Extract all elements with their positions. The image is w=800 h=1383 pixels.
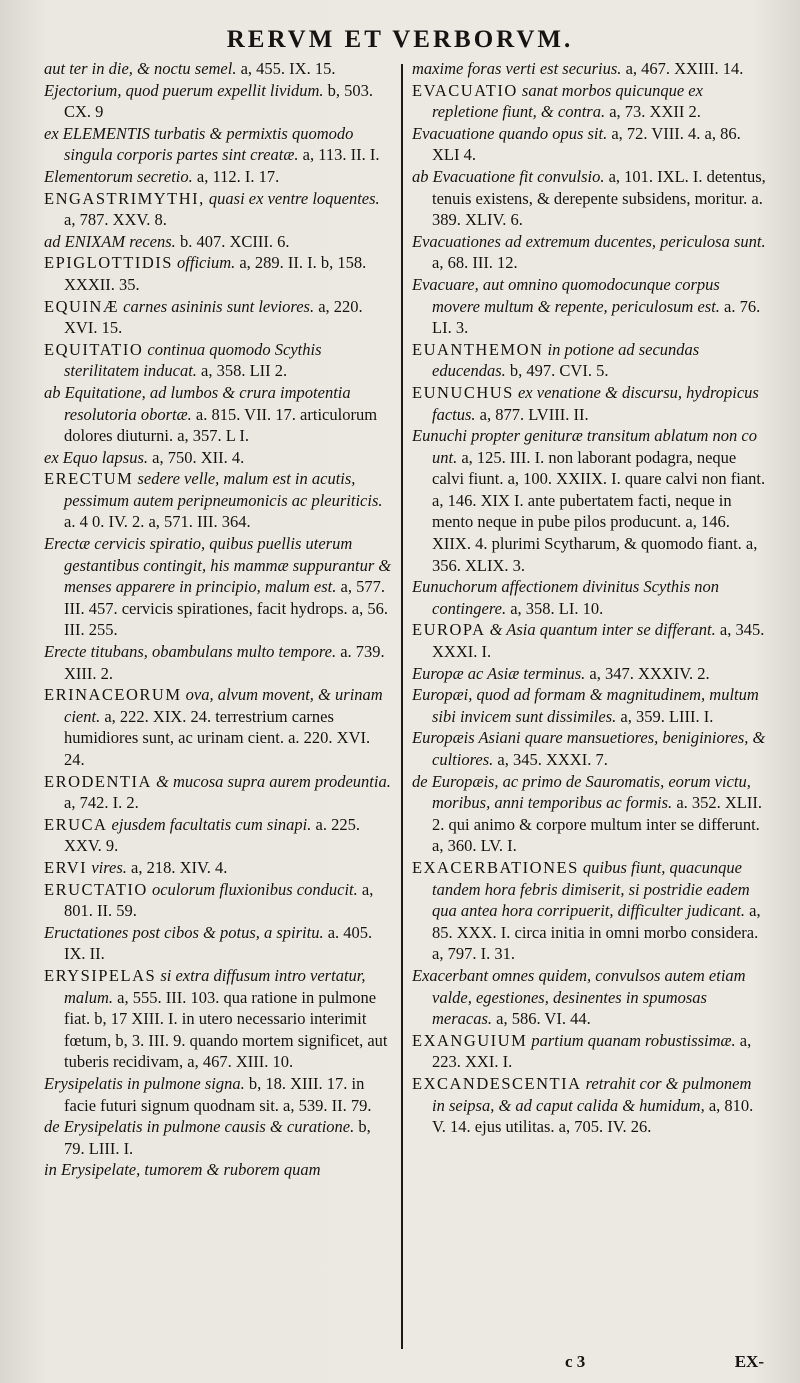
entry-reference: a. 225. XXV. 9. [64, 814, 360, 856]
entry-reference: a, 801. II. 59. [64, 879, 374, 921]
entry-keyword: EUROPA [412, 620, 486, 640]
entry-text: ejusdem facultatis cum sinapi. [107, 814, 312, 834]
entry-text: officium. [172, 253, 236, 273]
index-entry [44, 533, 394, 641]
entry-reference: a, 586. VI. 44. [492, 1009, 591, 1029]
entry-reference: a, 357. L I. [173, 426, 249, 446]
entry-text: Evacuationes ad extremum ducentes, periculosa sunt. [412, 231, 766, 251]
entry-reference: a, 72. VIII. 4. a, 86. XLI 4. [432, 123, 741, 165]
index-entry [412, 663, 768, 685]
index-entry [412, 166, 768, 231]
index-entry [44, 296, 394, 339]
index-entry [412, 727, 768, 770]
entry-text: Erectæ cervicis spiratio, quibus puellis uterum gestantibus contingit, his mammæ suppurantur & menses apparere in principio, malum est. [44, 534, 392, 597]
entry-text: ab Equitatione, ad lumbos & crura impotentia resolutoria obortæ. [44, 382, 351, 424]
index-entry [412, 123, 768, 166]
entry-reference: a. 389. XLIV. 6. [432, 188, 763, 230]
entry-reference: a, 810. V. 14. ejus utilitas. [432, 1095, 754, 1137]
entry-reference: b, 18. XIII. 17. in facie futuri signum quodnam sit. [64, 1073, 365, 1115]
entry-keyword: EQUITATIO [44, 339, 144, 359]
entry-text: sedere velle, malum est in acutis, pessimum autem peripneumonicis ac pleuriticis. [64, 469, 383, 510]
entry-text: quibus fiunt, quacunque tandem hora febris dimiserit, si postridie eadem qua antea hora corripuerit, difficulter judicant. [432, 857, 750, 921]
index-entry [44, 922, 394, 965]
index-entry [412, 576, 768, 619]
entry-reference: a, 125. III. I. non laborant podagra, neque calvi fiunt. a, 100. XXIIX. I. quare calvi non fiant. a, 146. XIX I. ante pubertatem facti, neque in mento neque in pube pilos producunt. a, 146. XIIX. 4. plurimi Scytharum, & quomodo fiant. [432, 447, 766, 554]
entry-keyword: ERINACEORUM [44, 685, 182, 705]
index-entry [44, 188, 394, 231]
entry-text: Ejectorium, quod puerum expellit lividum. [44, 80, 324, 100]
index-entry [44, 58, 394, 80]
entry-text: retrahit cor & pulmonem in seipsa, & ad caput calida & humidum, [432, 1073, 752, 1115]
entry-keyword: EQUINÆ [44, 296, 119, 316]
index-entry [412, 231, 768, 274]
entry-text: vires. [87, 857, 127, 877]
entry-text: Evacuatione quando opus sit. [412, 123, 608, 143]
entry-reference: a, 101. IXL. I. detentus, tenuis existens, & derepente subsidens, moritur. [432, 166, 766, 208]
entry-text: & mucosa supra aurem prodeuntia. [151, 771, 391, 791]
entry-text: oculorum fluxionibus conducit. [147, 879, 358, 899]
entry-reference: a, 73. XXII 2. [605, 102, 701, 122]
index-entry [44, 166, 394, 188]
entry-reference: a, 112. I. 17. [192, 166, 280, 186]
entry-reference: b, 503. CX. 9 [64, 80, 374, 122]
index-entry [44, 339, 394, 382]
index-entry [44, 1116, 394, 1159]
entry-text: si extra diffusum intro vertatur, malum. [64, 965, 366, 1007]
entry-text: Eructationes post cibos & potus, a spiritu. [44, 922, 324, 942]
entry-reference: a, 347. XXXIV. 2. [585, 663, 710, 683]
entry-reference: a, 68. III. 12. [432, 253, 518, 273]
index-column-left [44, 58, 394, 1348]
entry-keyword: EUNUCHUS [412, 382, 514, 402]
running-header: RERVM ET VERBORVM. [226, 26, 574, 53]
entry-reference: a, 467. XIII. 10. [183, 1052, 294, 1072]
entry-reference: a, 742. I. 2. [64, 793, 139, 813]
entry-reference: a, 345. XXXI. I. [432, 620, 765, 662]
entry-text: Europæis Asiani quare mansuetiores, beniginiores, & cultiores. [412, 728, 766, 769]
entry-reference: a, 577. III. 457. cervicis spirationes, facit hydrops. a, 56. III. 255. [64, 577, 388, 640]
index-entry [412, 684, 768, 727]
entry-text: quasi ex ventre loquentes. [204, 188, 380, 208]
entry-reference: a, 345. XXXI. 7. [493, 750, 608, 769]
entry-text: Eunuchi propter genituræ transitum ablatum non co unt. [412, 426, 757, 467]
entry-reference: a. 76. LI. 3. [432, 296, 761, 338]
entry-reference: a, 113. II. I. [298, 145, 380, 165]
entry-reference: a, 222. XIX. 24. terrestrium carnes humidiores sunt, ac urinam cient. [64, 706, 334, 748]
entry-keyword: ERYSIPELAS [44, 965, 157, 985]
entry-reference: a, 750. XII. 4. [148, 447, 245, 467]
entry-text: ex ELEMENTIS turbatis & permixtis quomodo singula corporis partes sint creatæ. [44, 123, 354, 165]
index-entry [44, 252, 394, 295]
entry-reference: a, 85. XXX. I. circa initia in omni morbo considera. a, 797. I. 31. [432, 901, 761, 964]
entry-reference: a, 705. IV. 26. [554, 1117, 652, 1137]
index-entry [44, 965, 394, 1073]
index-entry [44, 382, 394, 447]
index-entry [44, 814, 394, 857]
index-entry [44, 231, 394, 253]
entry-reference: a. 739. XIII. 2. [64, 642, 385, 683]
entry-keyword: ERODENTIA [44, 771, 152, 791]
entry-text: in potione ad secundas educendas. [432, 339, 700, 381]
entry-reference: a. 815. VII. 17. articulorum dolores diuturni. [64, 404, 378, 446]
index-entry [412, 619, 768, 662]
index-entry [44, 684, 394, 770]
entry-text: aut ter in die, & noctu semel. [44, 59, 237, 78]
entry-keyword: EUANTHEMON [412, 339, 544, 359]
index-entry [412, 965, 768, 1030]
entry-reference: a. 405. IX. II. [64, 922, 373, 964]
entry-keyword: EXCANDESCENTIA [412, 1073, 582, 1093]
index-entry [412, 80, 768, 123]
index-entry [44, 80, 394, 123]
entry-reference: a, 359. LIII. I. [616, 706, 714, 726]
entry-reference: a, 467. XXIII. 14. [621, 59, 744, 78]
entry-reference: a, 877. LVIII. II. [475, 404, 589, 424]
entry-reference: a, 356. XLIX. 3. [432, 534, 758, 575]
index-entry [44, 879, 394, 922]
index-entry [412, 274, 768, 339]
signature-mark: c 3 [565, 1352, 586, 1371]
entry-text: de Erysipelatis in pulmone causis & curatione. [44, 1117, 355, 1137]
entry-reference: a, 539. II. 79. [278, 1095, 372, 1115]
index-entry [44, 123, 394, 166]
index-entry [44, 771, 394, 814]
entry-reference: a, 358. LI. 10. [506, 598, 604, 618]
entry-reference: b. 407. XCIII. 6. [175, 231, 290, 251]
entry-reference: b, 497. CVI. 5. [505, 361, 609, 381]
entry-keyword: ERUCTATIO [44, 879, 148, 899]
entry-reference: a. 220. XVI. 24. [64, 728, 371, 769]
index-entry [412, 1073, 768, 1138]
page-footer [0, 1352, 800, 1378]
entry-text: Elementorum secretio. [44, 166, 193, 186]
index-entry [44, 1073, 394, 1116]
entry-text: Exacerbant omnes quidem, convulsos autem etiam valde, egestiones, desinentes in spumosas meracas. [412, 965, 746, 1029]
entry-text: carnes asininis sunt leviores. [119, 296, 315, 316]
index-entry [412, 1030, 768, 1073]
entry-text: maxime foras verti est securius. [412, 59, 622, 78]
entry-text: in Erysipelate, tumorem & ruborem quam [44, 1160, 321, 1180]
index-entry [44, 447, 394, 469]
index-entry [412, 58, 768, 80]
index-entry [44, 857, 394, 879]
index-entry [412, 382, 768, 425]
column-divider [401, 64, 403, 1349]
entry-text: Europæ ac Asiæ terminus. [412, 663, 586, 683]
entry-keyword: ENGASTRIMYTHI, [44, 188, 205, 208]
entry-text: ab Evacuatione fit convulsio. [412, 166, 605, 186]
entry-reference: a, 787. XXV. 8. [64, 210, 167, 230]
entry-keyword: ERECTUM [44, 469, 134, 489]
entry-reference: a, 220. XVI. 15. [64, 296, 363, 338]
index-entry [44, 1159, 394, 1181]
index-entry [44, 468, 394, 533]
entry-keyword: ERVI [44, 857, 88, 877]
entry-text: de Europæis, ac primo de Sauromatis, eorum victu, moribus, anni temporibus ac formis. [412, 771, 751, 813]
entry-text: sanat morbos quicunque ex repletione fiunt, & contra. [432, 80, 703, 122]
entry-reference: a, 555. III. 103. qua ratione in pulmone fiat. b, 17 XIII. I. in utero necessario interimit fœtum, b, 3. III. 9. quando mortem significet, aut tuberis recidivam, [64, 987, 388, 1072]
entry-reference: a. 352. XLII. 2. qui animo & corpore multum inter se differunt. a, 360. LV. I. [432, 793, 762, 856]
entry-reference: a, 289. II. I. b, 158. XXXII. 35. [64, 253, 367, 294]
index-entry [412, 771, 768, 857]
entry-reference: b, 79. LIII. I. [64, 1117, 371, 1158]
index-entry [412, 425, 768, 576]
entry-text: Europæi, quod ad formam & magnitudinem, multum sibi invicem sunt dissimiles. [412, 685, 759, 726]
entry-text: Evacuare, aut omnino quomodocunque corpus movere multum & repente, periculosum est. [412, 274, 720, 316]
index-entry [412, 339, 768, 382]
catchword: EX- [734, 1352, 764, 1371]
entry-text: partium quanam robustissimæ. [527, 1030, 736, 1050]
entry-text: & Asia quantum inter se differant. [485, 620, 716, 640]
entry-keyword: EXACERBATIONES [412, 857, 579, 877]
entry-keyword: EPIGLOTTIDIS [44, 253, 173, 273]
entry-text: Erecte titubans, obambulans multo tempore. [44, 642, 337, 662]
entry-reference: a. 4 0. IV. 2. a, 571. III. 364. [64, 512, 251, 532]
entry-text: ova, alvum movent, & urinam cient. [64, 685, 383, 726]
index-column-right [412, 58, 768, 1348]
entry-text: continua quomodo Scythis sterilitatem inducat. [64, 339, 322, 381]
entry-text: Erysipelatis in pulmone signa. [44, 1073, 245, 1093]
entry-text: ex venatione & discursu, hydropicus factus. [432, 382, 759, 424]
entry-reference: a, 223. XXI. I. [432, 1030, 752, 1072]
entry-reference: a, 455. IX. 15. [236, 59, 336, 78]
entry-keyword: EVACUATIO [412, 80, 518, 100]
entry-reference: a, 358. LII 2. [196, 361, 288, 381]
entry-text: Eunuchorum affectionem divinitus Scythis non contingere. [412, 577, 720, 618]
entry-keyword: ERUCA [44, 814, 108, 834]
entry-text: ex Equo lapsus. [44, 447, 149, 467]
entry-text: ad ENIXAM recens. [44, 231, 176, 251]
entry-reference: a, 218. XIV. 4. [126, 857, 228, 877]
index-entry [44, 641, 394, 684]
index-entry [412, 857, 768, 965]
entry-keyword: EXANGUIUM [412, 1030, 528, 1050]
